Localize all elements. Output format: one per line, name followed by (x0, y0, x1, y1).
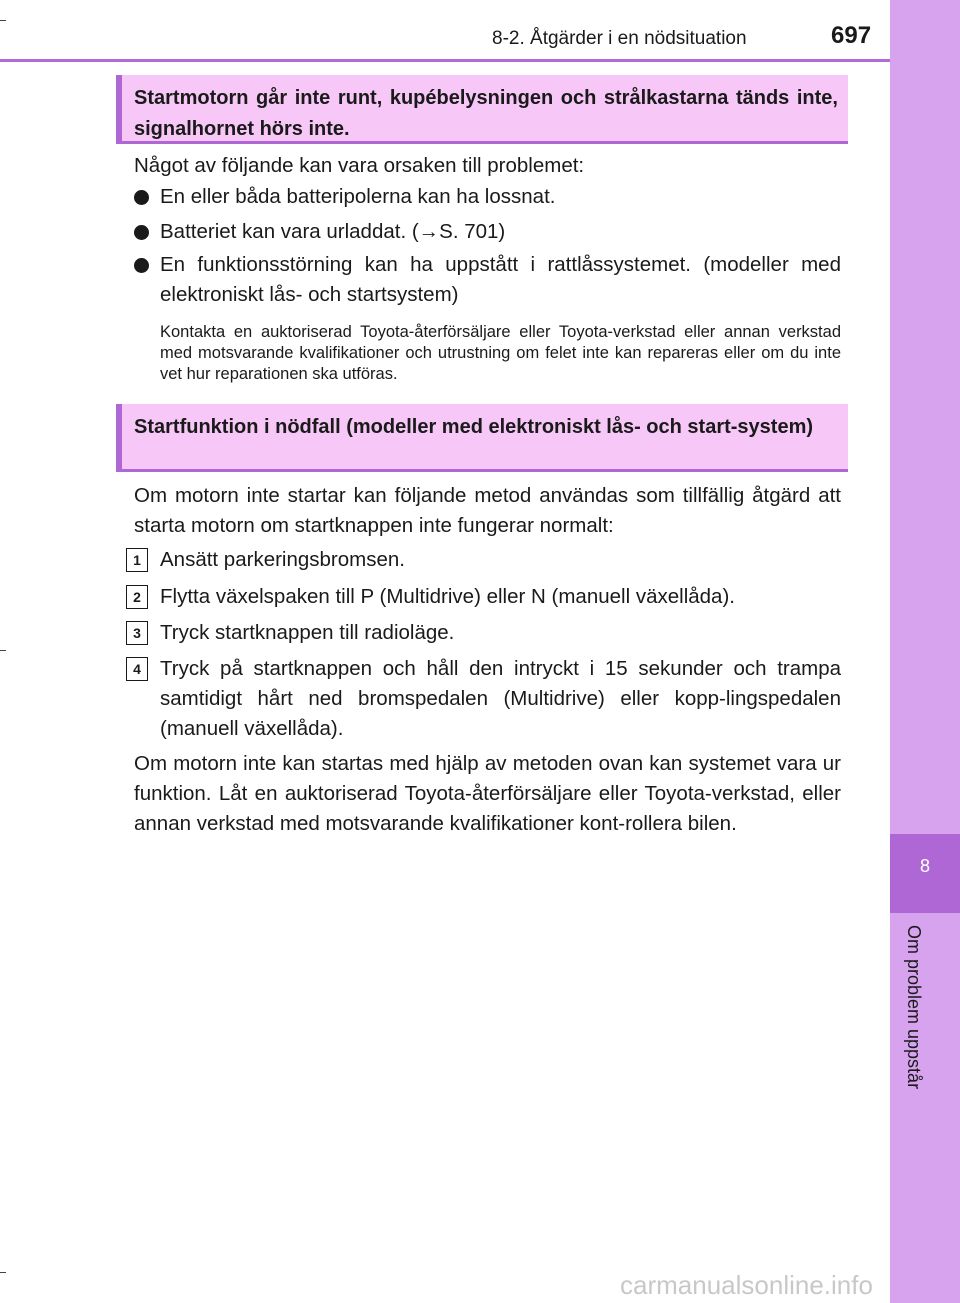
chapter-label: Om problem uppstår (904, 925, 924, 1090)
note-paragraph: Kontakta en auktoriserad Toyota-återförsäljare eller Toyota-verkstad eller annan verkstad med motsvarande kvalifikationer och utrustning om felet inte kan repareras eller om du inte vet hur reparationen ska utföras. (160, 323, 841, 383)
crop-mark-middle (0, 650, 6, 651)
step-text: Tryck startknappen till radioläge. (160, 621, 455, 644)
step-item (126, 582, 841, 612)
step-text: Flytta växelspaken till P (Multidrive) eller N (manuell växellåda). (160, 585, 735, 608)
section-heading-2 (116, 404, 848, 472)
step-text: Ansätt parkeringsbromsen. (160, 548, 405, 571)
chapter-number-box (890, 834, 960, 913)
section-heading-2-text: Startfunktion i nödfall (modeller med elektroniskt lås- och start-system) (134, 416, 814, 438)
bullet-icon (134, 258, 149, 273)
closing-paragraph: Om motorn inte kan startas med hjälp av metoden ovan kan systemet vara ur funktion. Låt en auktoriserad Toyota-återförsäljare eller Toyota-verkstad, eller annan verkstad med motsvarande kvalifikationer kont-rollera bilen. (134, 752, 841, 835)
section-title: 8-2. Åtgärder i en nödsituation (492, 28, 747, 49)
bullet-icon (134, 190, 149, 205)
watermark: carmanualsonline.info (620, 1270, 873, 1300)
chapter-side-tab (890, 0, 960, 1303)
section-heading-1-text: Startmotorn går inte runt, kupébelysningen och strålkastarna tänds inte, signalhornet hörs inte. (134, 87, 838, 140)
list-item (134, 182, 841, 212)
section-heading-1 (116, 75, 848, 144)
step-text: Tryck på startknappen och håll den intryckt i 15 sekunder och trampa samtidigt hårt ned bromspedalen (Multidrive) eller kopp-lingspedalen (manuell växellåda). (160, 657, 841, 740)
crop-mark-top (0, 20, 6, 21)
intro-paragraph-2: Om motorn inte startar kan följande metod användas som tillfällig åtgärd att starta motorn om startknappen inte fungerar normalt: (134, 484, 841, 537)
chapter-number: 8 (919, 856, 930, 876)
step-number-badge: 2 (126, 585, 148, 609)
bullet-icon (134, 225, 149, 240)
step-number-badge: 1 (126, 548, 148, 572)
step-item (126, 545, 841, 575)
bullet-text: En funktionsstörning kan ha uppstått i rattlåssystemet. (modeller med elektroniskt lås- och startsystem) (160, 253, 841, 306)
header-rule (0, 59, 890, 62)
intro-paragraph-1: Något av följande kan vara orsaken till problemet: (134, 154, 585, 177)
list-item (134, 217, 841, 247)
crop-mark-bottom (0, 1272, 6, 1273)
list-item (134, 250, 841, 310)
bullet-text: Batteriet kan vara urladdat. (→S. 701) (160, 220, 506, 243)
step-number-badge: 3 (126, 621, 148, 645)
bullet-text: En eller båda batteripolerna kan ha lossnat. (160, 185, 556, 208)
step-number-badge: 4 (126, 657, 148, 681)
step-item (126, 654, 841, 744)
page-number: 697 (831, 22, 872, 49)
step-item (126, 618, 841, 648)
